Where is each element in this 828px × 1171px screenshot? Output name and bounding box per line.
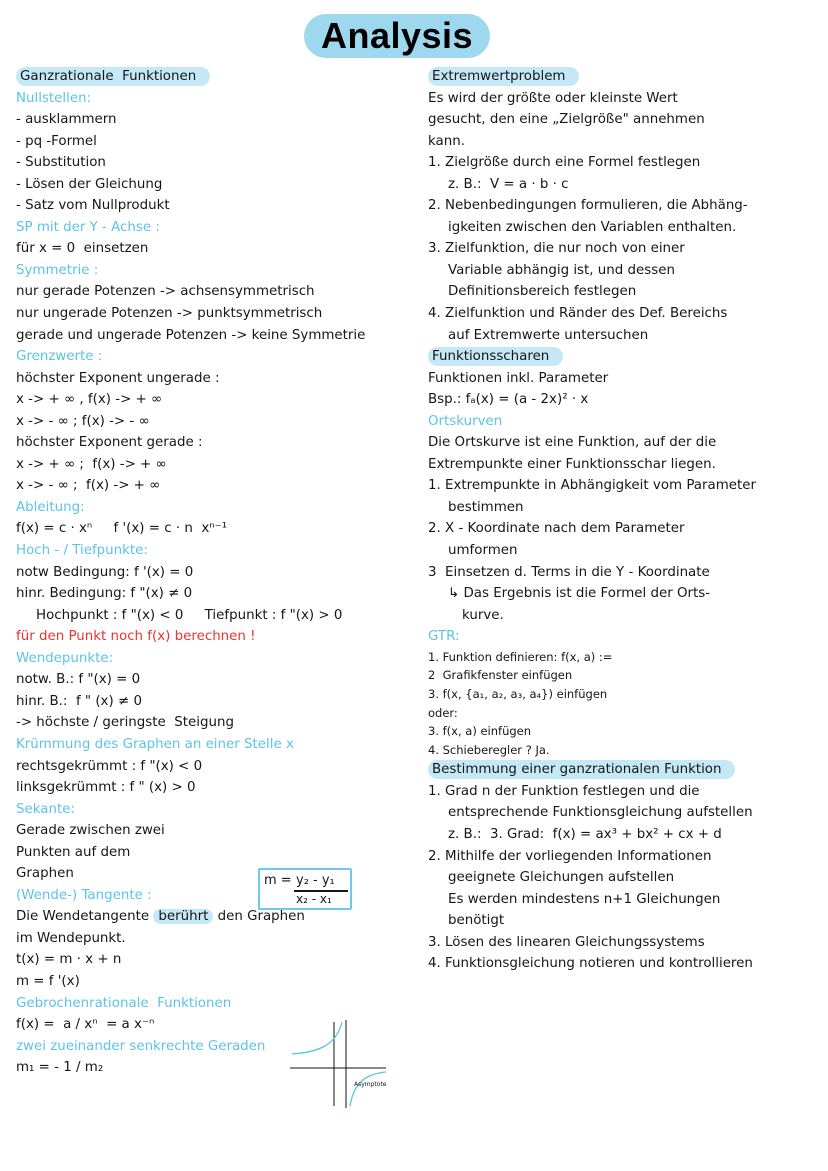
subheading: Ableitung:	[16, 499, 85, 515]
line-right-18	[428, 454, 820, 476]
line-left-8	[16, 238, 411, 260]
text-line: Punkten auf dem	[16, 844, 131, 860]
subheading: Krümmung des Graphen an einer Stelle x	[16, 736, 294, 752]
line-left-36	[16, 842, 411, 864]
text-line: z. B.: 3. Grad: f(x) = ax³ + bx² + cx + d	[448, 826, 722, 842]
line-right-25	[428, 605, 820, 627]
tangent-highlight: berührt	[153, 909, 213, 924]
text-line: entsprechende Funktionsgleichung aufstellen	[448, 805, 753, 821]
text-line: gerade und ungerade Potenzen -> keine Symmetrie	[16, 327, 366, 343]
line-right-40	[428, 910, 820, 932]
subheading: Nullstellen:	[16, 90, 92, 106]
line-left-25	[16, 605, 411, 627]
text-line: notw Bedingung: f '(x) = 0	[16, 564, 194, 580]
tangent-definition	[16, 906, 411, 928]
text-line: x -> + ∞ ; f(x) -> + ∞	[16, 456, 167, 472]
text-line: kann.	[428, 133, 465, 149]
text-line: 4. Schieberegler ? Ja.	[428, 742, 550, 757]
text-line: hinr. Bedingung: f "(x) ≠ 0	[16, 586, 193, 602]
line-right-12	[428, 325, 820, 347]
line-left-5	[16, 174, 411, 196]
line-right-21	[428, 518, 820, 540]
line-left-34	[16, 799, 411, 821]
line-right-7	[428, 217, 820, 239]
text-line: - Substitution	[16, 155, 106, 171]
text-line: Es wird der größte oder kleinste Wert	[428, 90, 678, 106]
line-right-26	[428, 626, 820, 648]
text-line: nur gerade Potenzen -> achsensymmetrisch	[16, 284, 315, 300]
line-left-27	[16, 648, 411, 670]
section-heading: Ganzrationale Funktionen	[16, 67, 210, 86]
line-left-32	[16, 756, 411, 778]
line-left-21	[16, 518, 411, 540]
text-line: 1. Funktion definieren: f(x, a) :=	[428, 649, 613, 664]
tangent-text-c: den Graphen	[213, 909, 305, 925]
section-heading: Funktionsscharen	[428, 347, 563, 366]
text-line: oder:	[428, 705, 458, 720]
secant-lhs: m =	[264, 873, 296, 888]
line-right-35	[428, 802, 820, 824]
line-right-41	[428, 932, 820, 954]
line-left-40	[16, 928, 411, 950]
text-line: igkeiten zwischen den Variablen enthalten.	[448, 219, 737, 235]
text-line: auf Extremwerte untersuchen	[448, 327, 649, 343]
subheading: Grenzwerte :	[16, 349, 103, 365]
hyperbola-right-branch	[350, 1072, 386, 1106]
hyperbola-sketch	[288, 1018, 388, 1110]
text-line: t(x) = m · x + n	[16, 952, 122, 968]
text-line: x -> - ∞ ; f(x) -> - ∞	[16, 413, 150, 429]
line-right-19	[428, 475, 820, 497]
section-heading: Extremwertproblem	[428, 67, 579, 86]
right-column	[428, 66, 820, 975]
line-left-17	[16, 432, 411, 454]
line-left-10	[16, 281, 411, 303]
text-line: 2. Mithilfe der vorliegenden Informationen	[428, 848, 712, 864]
text-line: im Wendepunkt.	[16, 930, 126, 946]
line-right-10	[428, 281, 820, 303]
text-line: - pq -Formel	[16, 133, 97, 149]
tangent-text-a: Die Wendetangente	[16, 909, 154, 925]
text-line: höchster Exponent ungerade :	[16, 370, 220, 386]
text-line: kurve.	[462, 607, 504, 623]
line-left-9	[16, 260, 411, 282]
text-line: umformen	[448, 543, 518, 559]
text-line: bestimmen	[448, 499, 524, 515]
text-line: Bsp.: fₐ(x) = (a - 2x)² · x	[428, 392, 589, 408]
line-right-32	[428, 741, 820, 760]
line-left-1	[16, 88, 411, 110]
text-line: 4. Funktionsgleichung notieren und kontrollieren	[428, 956, 753, 972]
line-right-4	[428, 152, 820, 174]
text-line: - ausklammern	[16, 112, 117, 128]
text-line: 1. Grad n der Funktion festlegen und die	[428, 783, 700, 799]
subheading: Gebrochenrationale Funktionen	[16, 995, 232, 1011]
text-line: Funktionen inkl. Parameter	[428, 370, 609, 386]
text-line: Variable abhängig ist, und dessen	[448, 262, 675, 278]
subheading: zwei zueinander senkrechte Geraden	[16, 1038, 266, 1054]
line-left-16	[16, 411, 411, 433]
text-line: Gerade zwischen zwei	[16, 823, 165, 839]
text-line: - Satz vom Nullprodukt	[16, 198, 170, 214]
subheading: GTR:	[428, 629, 460, 645]
line-right-13	[428, 346, 820, 368]
text-line: f(x) = a / xⁿ = a x⁻ⁿ	[16, 1017, 155, 1033]
text-line: für x = 0 einsetzen	[16, 241, 149, 257]
line-right-9	[428, 260, 820, 282]
subheading: Sekante:	[16, 801, 75, 817]
text-line: x -> - ∞ ; f(x) -> + ∞	[16, 478, 161, 494]
line-right-8	[428, 238, 820, 260]
text-line: -> höchste / geringste Steigung	[16, 715, 234, 731]
text-line: linksgekrümmt : f " (x) > 0	[16, 780, 196, 796]
line-left-19	[16, 475, 411, 497]
title-banner	[304, 14, 490, 58]
text-line: Extrempunkte einer Funktionsschar liegen.	[428, 456, 716, 472]
line-left-43	[16, 993, 411, 1015]
line-right-29	[428, 685, 820, 704]
line-right-27	[428, 648, 820, 667]
text-line: Graphen	[16, 866, 74, 882]
page-title: Analysis	[320, 15, 474, 56]
line-left-23	[16, 562, 411, 584]
line-right-1	[428, 88, 820, 110]
line-right-23	[428, 562, 820, 584]
text-line: 4. Zielfunktion und Ränder des Def. Bereichs	[428, 306, 728, 322]
line-left-3	[16, 131, 411, 153]
text-line: Definitionsbereich festlegen	[448, 284, 637, 300]
text-line: 3. f(x, {a₁, a₂, a₃, a₄}) einfügen	[428, 686, 608, 701]
line-right-5	[428, 174, 820, 196]
line-right-37	[428, 846, 820, 868]
line-left-4	[16, 152, 411, 174]
subheading: (Wende-) Tangente :	[16, 887, 152, 903]
subheading: Symmetrie :	[16, 262, 99, 278]
line-right-24	[428, 583, 820, 605]
text-line: höchster Exponent gerade :	[16, 435, 203, 451]
text-line: 3. Zielfunktion, die nur noch von einer	[428, 241, 685, 257]
text-line: 2 Grafikfenster einfügen	[428, 668, 573, 683]
line-left-33	[16, 777, 411, 799]
text-line: Es werden mindestens n+1 Gleichungen	[448, 891, 721, 907]
line-left-35	[16, 820, 411, 842]
line-right-17	[428, 432, 820, 454]
text-line: m = f '(x)	[16, 973, 80, 989]
secant-denominator: x₂ - x₁	[296, 892, 332, 906]
text-line: m₁ = - 1 / m₂	[16, 1060, 104, 1076]
text-line: x -> + ∞ , f(x) -> + ∞	[16, 392, 163, 408]
text-line: 2. Nebenbedingungen formulieren, die Abhäng-	[428, 198, 748, 214]
line-right-16	[428, 411, 820, 433]
line-left-13	[16, 346, 411, 368]
text-line: ↳ Das Ergebnis ist die Formel der Orts-	[448, 586, 711, 602]
secant-numerator: y₂ - y₁	[296, 873, 335, 888]
text-line: hinr. B.: f " (x) ≠ 0	[16, 693, 142, 709]
subheading: Wendepunkte:	[16, 650, 114, 666]
text-line: gesucht, den eine „Zielgröße" annehmen	[428, 112, 705, 128]
text-line: f(x) = c · xⁿ f '(x) = c · n xⁿ⁻¹	[16, 521, 228, 537]
text-line: 3. Lösen des linearen Gleichungssystems	[428, 934, 705, 950]
text-line: 1. Zielgröße durch eine Formel festlegen	[428, 155, 701, 171]
text-line: nur ungerade Potenzen -> punktsymmetrisch	[16, 306, 323, 322]
line-right-11	[428, 303, 820, 325]
text-line: benötigt	[448, 913, 505, 929]
text-line: 3 Einsetzen d. Terms in die Y - Koordinate	[428, 564, 710, 580]
text-line: z. B.: V = a · b · c	[448, 176, 569, 192]
secant-formula-box	[258, 868, 352, 910]
line-left-22	[16, 540, 411, 562]
text-line: rechtsgekrümmt : f "(x) < 0	[16, 758, 203, 774]
subheading: Hoch - / Tiefpunkte:	[16, 543, 148, 559]
line-left-26	[16, 626, 411, 648]
line-left-2	[16, 109, 411, 131]
text-line: 1. Extrempunkte in Abhängigkeit vom Parameter	[428, 478, 756, 494]
line-right-14	[428, 368, 820, 390]
line-left-28	[16, 669, 411, 691]
line-right-34	[428, 781, 820, 803]
line-right-42	[428, 953, 820, 975]
text-line: 2. X - Koordinate nach dem Parameter	[428, 521, 685, 537]
line-right-15	[428, 389, 820, 411]
subheading: Ortskurven	[428, 413, 503, 429]
line-left-24	[16, 583, 411, 605]
line-left-18	[16, 454, 411, 476]
text-line: geeignete Gleichungen aufstellen	[448, 870, 675, 886]
line-left-12	[16, 325, 411, 347]
line-right-3	[428, 131, 820, 153]
text-line: notw. B.: f "(x) = 0	[16, 672, 141, 688]
text-line: Die Ortskurve ist eine Funktion, auf der die	[428, 435, 717, 451]
line-right-0	[428, 66, 820, 88]
line-right-31	[428, 722, 820, 741]
line-left-0	[16, 66, 411, 88]
text-line: - Lösen der Gleichung	[16, 176, 163, 192]
line-left-41	[16, 949, 411, 971]
line-left-11	[16, 303, 411, 325]
line-left-30	[16, 712, 411, 734]
line-left-15	[16, 389, 411, 411]
line-right-28	[428, 666, 820, 685]
line-left-6	[16, 195, 411, 217]
line-right-6	[428, 195, 820, 217]
line-right-22	[428, 540, 820, 562]
line-left-7	[16, 217, 411, 239]
line-right-2	[428, 109, 820, 131]
line-right-38	[428, 867, 820, 889]
text-line: Hochpunkt : f "(x) < 0 Tiefpunkt : f "(x) > 0	[36, 607, 343, 623]
line-left-14	[16, 368, 411, 390]
asymptote-label: Asymptote	[354, 1081, 387, 1088]
line-left-31	[16, 734, 411, 756]
line-left-20	[16, 497, 411, 519]
text-line: 3. f(x, a) einfügen	[428, 724, 532, 739]
line-right-30	[428, 704, 820, 723]
warning-note: für den Punkt noch f(x) berechnen !	[16, 629, 256, 645]
subheading: SP mit der Y - Achse :	[16, 219, 160, 235]
section-heading: Bestimmung einer ganzrationalen Funktion	[428, 760, 735, 779]
line-right-39	[428, 889, 820, 911]
left-column	[16, 66, 411, 1079]
line-left-29	[16, 691, 411, 713]
line-right-36	[428, 824, 820, 846]
line-right-20	[428, 497, 820, 519]
line-left-42	[16, 971, 411, 993]
line-right-33	[428, 759, 820, 781]
